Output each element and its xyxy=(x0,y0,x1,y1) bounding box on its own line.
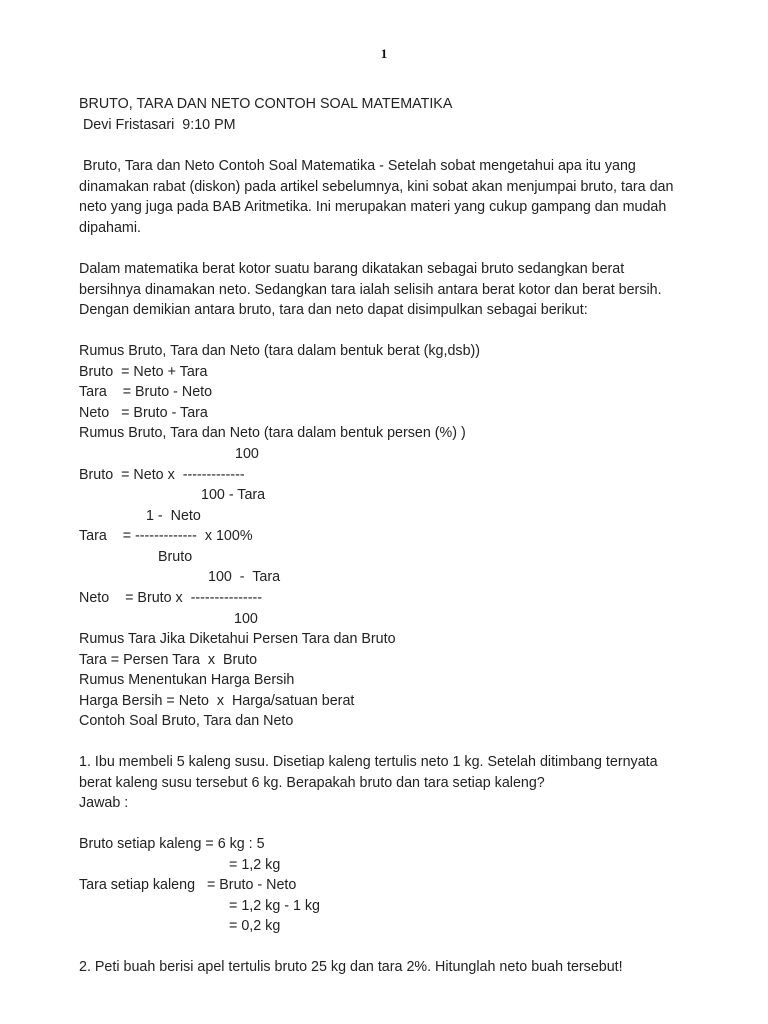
formula-line: Bruto xyxy=(158,549,193,565)
author-time: Devi Fristasari 9:10 PM xyxy=(79,117,236,133)
document-title: BRUTO, TARA DAN NETO CONTOH SOAL MATEMATIKA xyxy=(79,96,453,112)
answer-line: Bruto setiap kaleng = 6 kg : 5 xyxy=(79,836,265,852)
formula-line: 100 xyxy=(234,611,258,627)
text-line: Rumus Bruto, Tara dan Neto (tara dalam bentuk berat (kg,dsb)) xyxy=(79,343,481,359)
text-line: Bruto, Tara dan Neto Contoh Soal Matematika - Setelah sobat mengetahui apa itu yang xyxy=(79,158,636,174)
formula-line: Neto = Bruto - Tara xyxy=(79,405,208,421)
formula-line: Bruto = Neto + Tara xyxy=(79,364,208,380)
answer-line: Tara setiap kaleng = Bruto - Neto xyxy=(79,877,297,893)
answer-line: = 1,2 kg - 1 kg xyxy=(229,898,320,914)
text-line: bersihnya dinamakan neto. Sedangkan tara ialah selisih antara berat kotor dan berat bersih. xyxy=(79,282,662,298)
formula-line: 100 - Tara xyxy=(208,569,281,585)
answer-label: Jawab : xyxy=(79,795,129,811)
formula-line: Tara = ------------- x 100% xyxy=(79,528,253,544)
text-line: Rumus Tara Jika Diketahui Persen Tara dan Bruto xyxy=(79,631,396,647)
question-line: berat kaleng susu tersebut 6 kg. Berapakah bruto dan tara setiap kaleng? xyxy=(79,775,545,791)
text-line: dinamakan rabat (diskon) pada artikel sebelumnya, kini sobat akan menjumpai bruto, tara dan xyxy=(79,179,674,195)
text-line: Dengan demikian antara bruto, tara dan neto dapat disimpulkan sebagai berikut: xyxy=(79,302,588,318)
question-line: 1. Ibu membeli 5 kaleng susu. Disetiap kaleng tertulis neto 1 kg. Setelah ditimbang ternyata xyxy=(79,754,658,770)
formula-line: 1 - Neto xyxy=(146,508,201,524)
text-line: dipahami. xyxy=(79,220,141,236)
formula-line: Tara = Bruto - Neto xyxy=(79,384,213,400)
text-line: Rumus Bruto, Tara dan Neto (tara dalam bentuk persen (%) ) xyxy=(79,425,466,441)
page-number: 1 xyxy=(380,46,388,61)
formula-line: Harga Bersih = Neto x Harga/satuan berat xyxy=(79,693,355,709)
text-line: Dalam matematika berat kotor suatu barang dikatakan sebagai bruto sedangkan berat xyxy=(79,261,625,277)
question-line: 2. Peti buah berisi apel tertulis bruto 25 kg dan tara 2%. Hitunglah neto buah tersebut! xyxy=(79,959,623,975)
answer-line: = 1,2 kg xyxy=(229,857,281,873)
text-line: neto yang juga pada BAB Aritmetika. Ini merupakan materi yang cukup gampang dan mudah xyxy=(79,199,667,215)
formula-line: 100 xyxy=(235,446,259,462)
text-line: Rumus Menentukan Harga Bersih xyxy=(79,672,295,688)
formula-line: 100 - Tara xyxy=(201,487,266,503)
formula-line: Neto = Bruto x --------------- xyxy=(79,590,263,606)
answer-line: = 0,2 kg xyxy=(229,918,281,934)
section-heading: Contoh Soal Bruto, Tara dan Neto xyxy=(79,713,294,729)
formula-line: Bruto = Neto x ------------- xyxy=(79,467,245,483)
formula-line: Tara = Persen Tara x Bruto xyxy=(79,652,258,668)
